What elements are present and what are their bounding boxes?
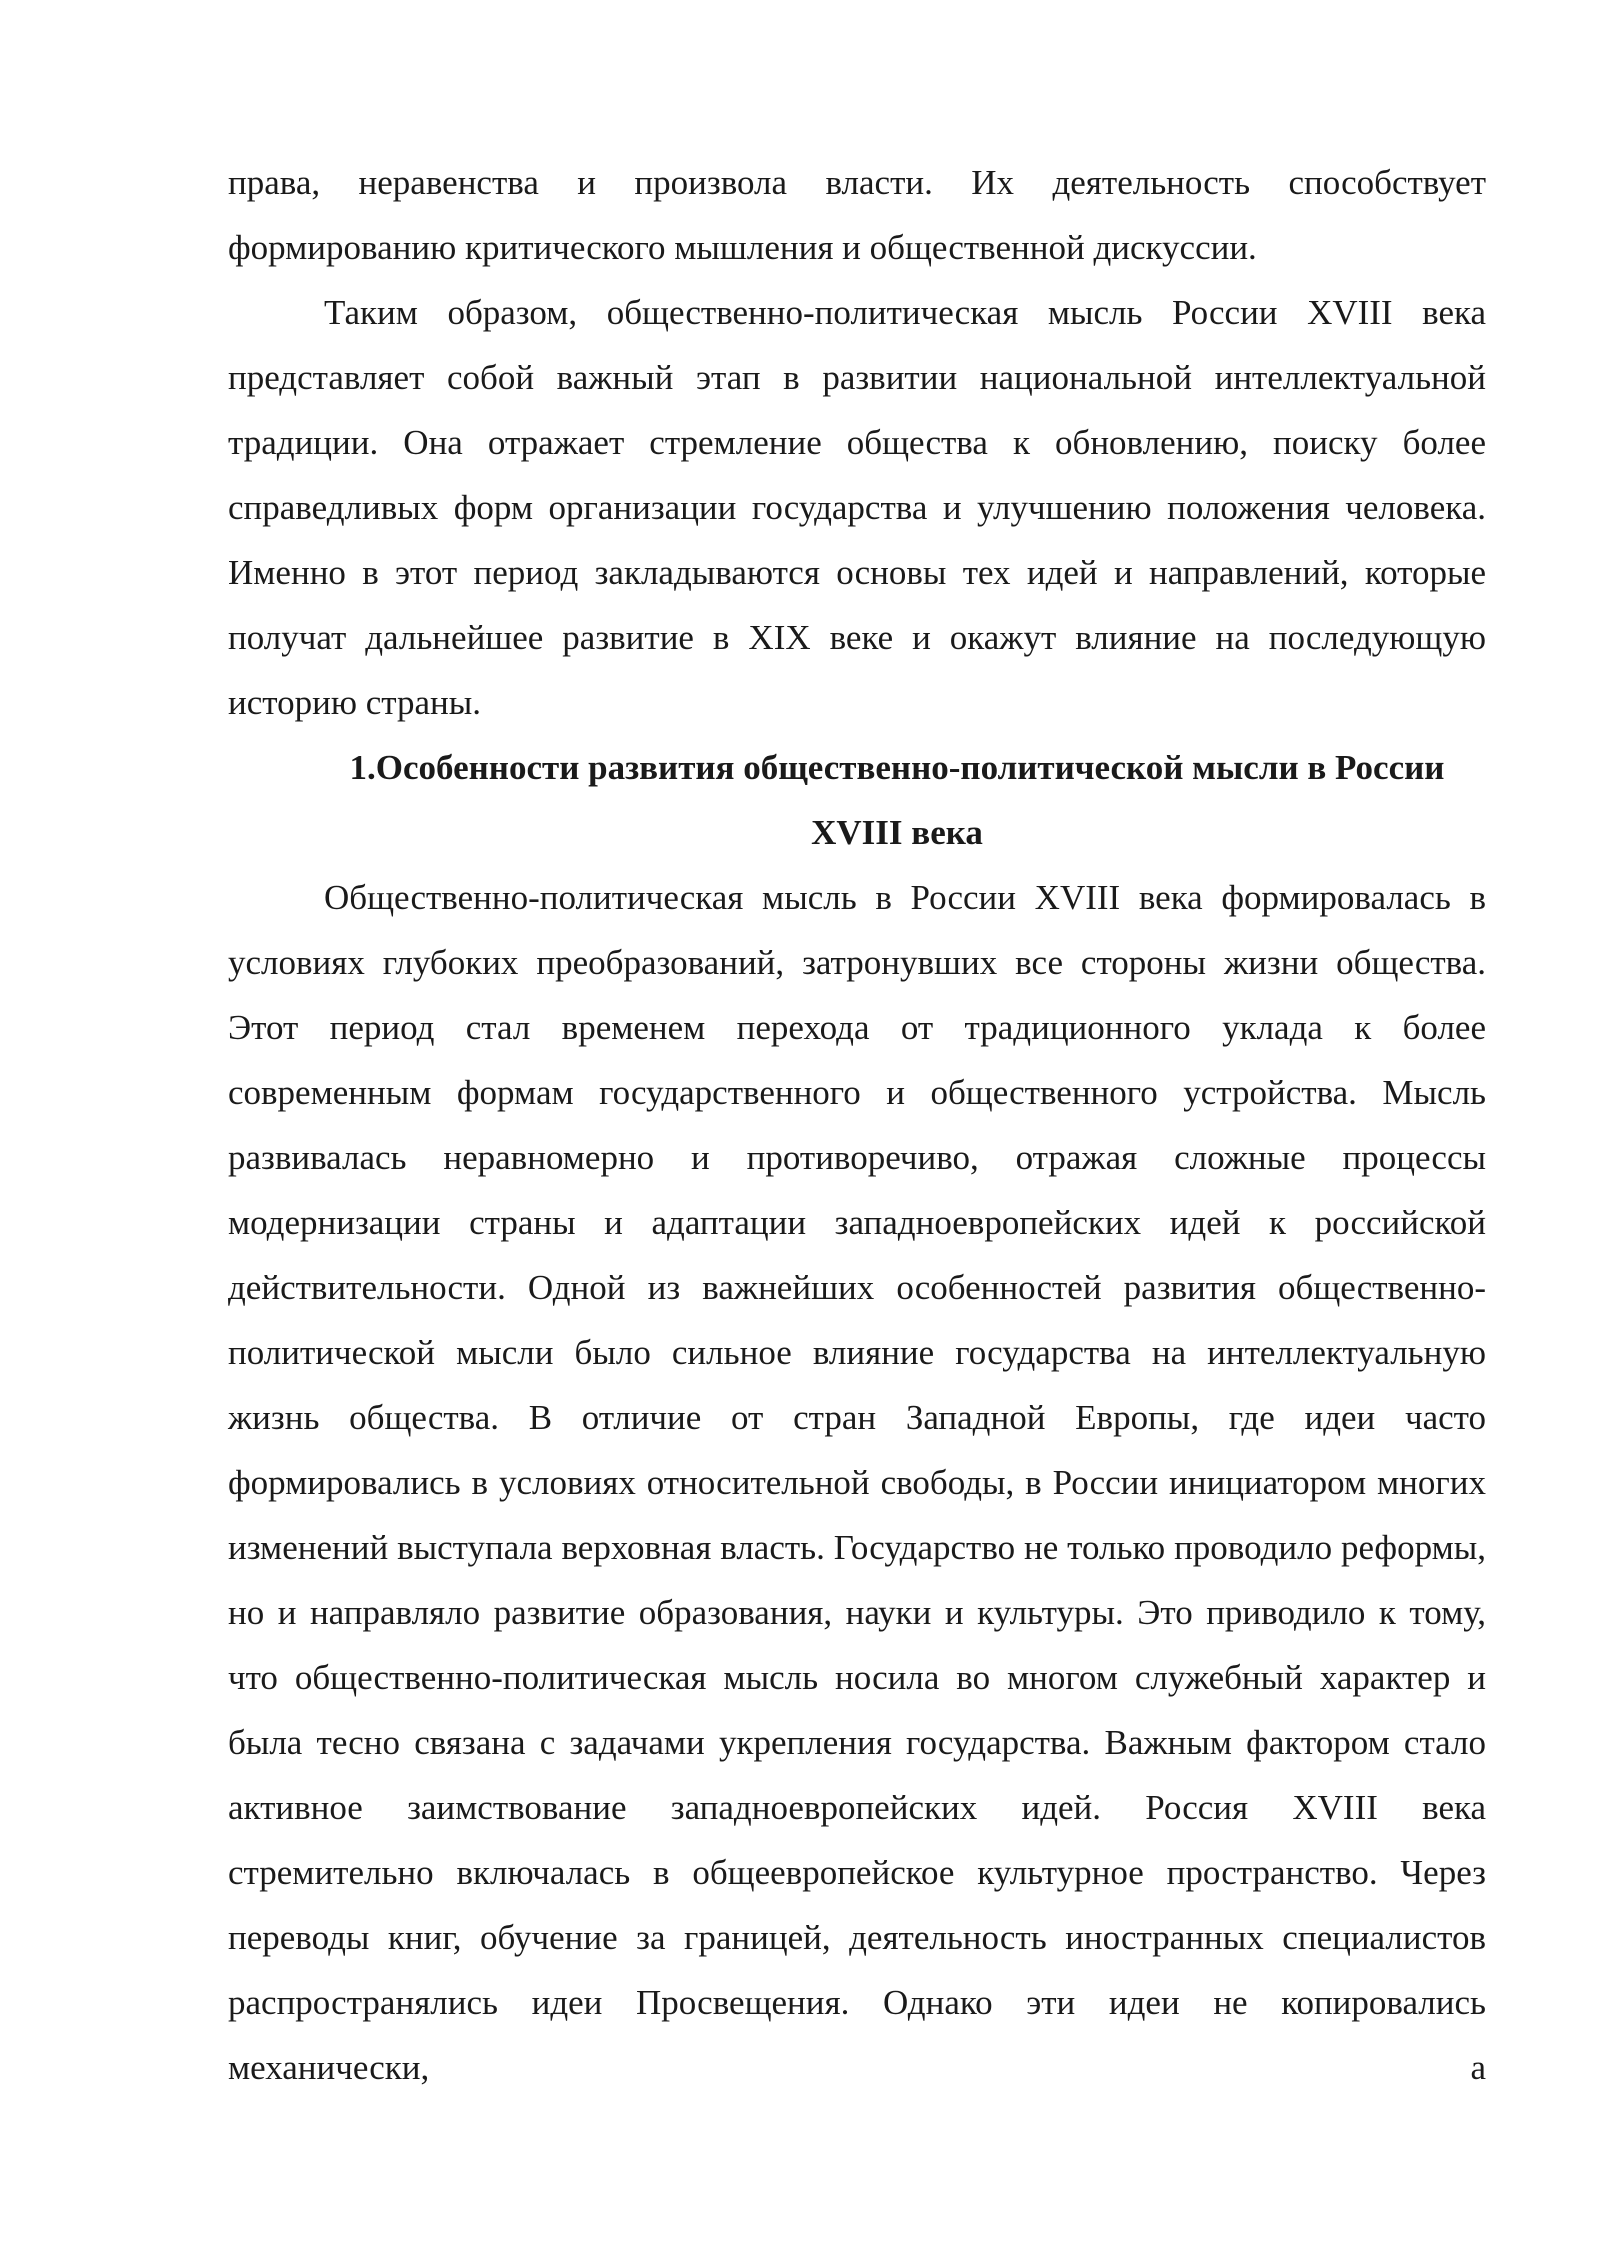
paragraph-continuation: права, неравенства и произвола власти. Их деятельность способствует формированию критического мышления и общественной дискуссии. <box>228 163 1486 267</box>
paragraph-conclusion: Таким образом, общественно-политическая мысль России XVIII века представляет собой важный этап в развитии национальной интеллектуальной традиции. Она отражает стремление общества к обновлению, поиску более справедливых форм организации государства и улучшению положения человека. Именно в этот период закладываются основы тех идей и направлений, которые получат дальнейшее развитие в XIX веке и окажут влияние на последующую историю страны. <box>228 293 1486 722</box>
document-body <box>228 150 1486 2100</box>
paragraph-section-body: Общественно-политическая мысль в России XVIII века формировалась в условиях глубоких преобразований, затронувших все стороны жизни общества. Этот период стал временем перехода от традиционного уклада к более современным формам государственного и общественного устройства. Мысль развивалась неравномерно и противоречиво, отражая сложные процессы модернизации страны и адаптации западноевропейских идей к российской действительности. Одной из важнейших особенностей развития общественно-политической мысли было сильное влияние государства на интеллектуальную жизнь общества. В отличие от стран Западной Европы, где идеи часто формировались в условиях относительной свободы, в России инициатором многих изменений выступала верховная власть. Государство не только проводило реформы, но и направляло развитие образования, науки и культуры. Это приводило к тому, что общественно-политическая мысль носила во многом служебный характер и была тесно связана с задачами укрепления государства. Важным фактором стало активное заимствование западноевропейских идей. Россия XVIII века стремительно включалась в общеевропейское культурное пространство. Через переводы книг, обучение за границей, деятельность иностранных специалистов распространялись идеи Просвещения. Однако эти идеи не копировались механически, а <box>228 878 1486 2087</box>
section-heading: 1.Особенности развития общественно-политической мысли в России XVIII века <box>349 748 1445 852</box>
